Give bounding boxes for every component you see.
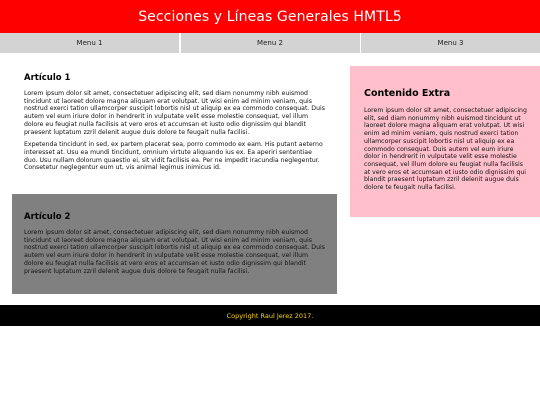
page-title: Secciones y Líneas Generales HMTL5 — [138, 8, 402, 25]
article-1-title: Artículo 1 — [24, 73, 71, 83]
aside-title: Contenido Extra — [364, 88, 451, 99]
nav-item-menu-2[interactable]: Menu 2 — [181, 33, 360, 53]
extra-content-aside — [350, 66, 540, 217]
nav-item-menu-3[interactable]: Menu 3 — [361, 33, 540, 53]
copyright-text: Copyright Raul Jerez 2017. — [226, 311, 314, 320]
article-2 — [12, 194, 337, 294]
article-2-title: Artículo 2 — [24, 212, 71, 222]
aside-text: Lorem ipsum dolor sit amet, consectetuer adipiscing elit, sed diam nonummy nibh euismod tincidunt ut laoreet dolore magna aliquam erat volutpat. Ut wisi enim ad minim veniam, quis nostrud exerci tation ullamcorper suscipit lobortis nisl ut aliquip ex ea commodo consequat. Duis autem vel eum iriure dolor in hendrerit in vulputate velit esse molestie consequat, vel illum dolore eu feugiat nulla facilisis at vero eros et accumsan et iusto odio dignissim qui blandit praesent luptatum zzril delenit augue duis dolore te feugait nulla facilisi. — [364, 107, 527, 192]
article-1 — [12, 63, 337, 190]
article-1-paragraph-1: Lorem ipsum dolor sit amet, consectetuer adipiscing elit, sed diam nonummy nibh euismod tincidunt ut laoreet dolore magna aliquam erat volutpat. Ut wisi enim ad minim veniam, quis nostrud exerci tation ullamcorper suscipit lobortis nisl ut aliquip ex ea commodo consequat. Duis autem vel eum iriure dolor in hendrerit in vulputate velit esse molestie consequat, vel illum dolore eu feugiat nulla facilisis at vero eros et accumsan et iusto odio dignissim qui blandit praesent luptatum zzril delenit augue duis dolore te feugait nulla facilisi. — [24, 90, 325, 136]
article-2-paragraph-1: Lorem ipsum dolor sit amet, consectetuer adipiscing elit, sed diam nonummy nibh euismod tincidunt ut laoreet dolore magna aliquam erat volutpat. Ut wisi enim ad minim veniam, quis nostrud exerci tation ullamcorper suscipit lobortis nisl ut aliquip ex ea commodo consequat. Duis autem vel eum iriure dolor in hendrerit in vulputate velit esse molestie consequat, vel illum dolore eu feugiat nulla facilisis at vero eros et accumsan et iusto odio dignissim qui blandit praesent luptatum zzril delenit augue duis dolore te feugait nulla facilisi. — [24, 229, 325, 275]
article-1-paragraph-2: Expetenda tincidunt in sed, ex partem placerat sea, porro commodo ex eam. His putant aeterno interesset at. Usu ea mundi tincidunt, omnium virtute aliquando ius ex. Ea aperiri sententiae duo. Usu nullam dolorum quaestio ei, sit vidit facilisis ea. Per ne impedit iracundia neglegentur. Consetetur neglegentur eum ut, vis animal legimus inimicus id. — [24, 141, 323, 172]
nav-item-menu-1[interactable]: Menu 1 — [0, 33, 179, 53]
main-nav — [0, 33, 540, 53]
page-header — [0, 0, 540, 33]
page-footer — [0, 305, 540, 326]
